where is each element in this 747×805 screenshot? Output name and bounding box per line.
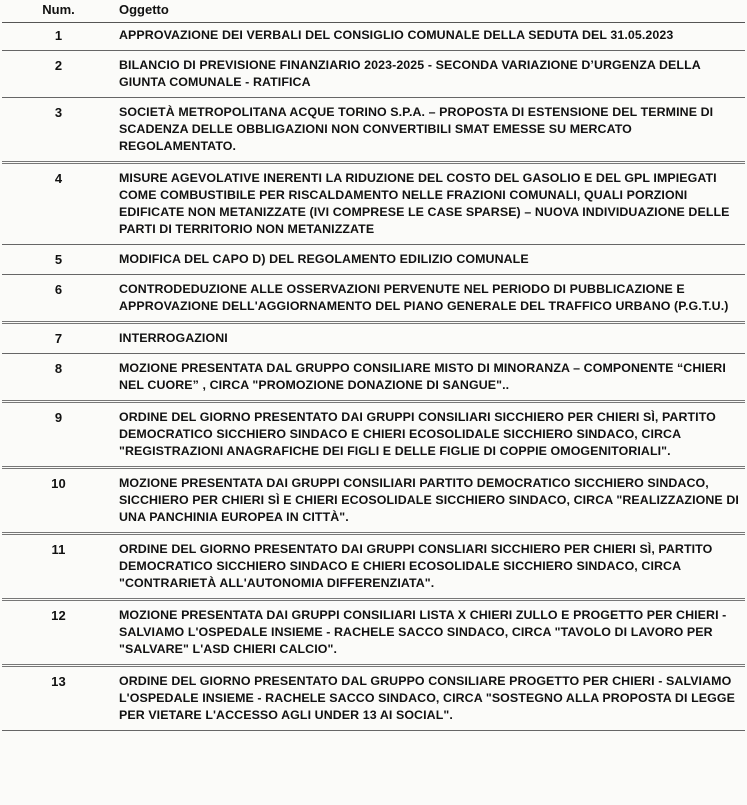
table-header-row xyxy=(2,0,745,23)
table-row xyxy=(2,468,745,534)
row-text: BILANCIO DI PREVISIONE FINANZIARIO 2023-2025 - SECONDA VARIAZIONE D’URGENZA DELLA GIUNTA COMUNALE - RATIFICA xyxy=(115,51,745,98)
row-text: MISURE AGEVOLATIVE INERENTI LA RIDUZIONE DEL COSTO DEL GASOLIO E DEL GPL IMPIEGATI COME COMBUSTIBILE PER RISCALDAMENTO NELLE FRAZIONI COMUNALI, QUALI PORZIONI EDIFICATE NON METANIZZATE (IVI COMPRESE LE CASE SPARSE) – NUOVA INDIVIDUAZIONE DELLE PARTI DI TERRITORIO NON METANIZZATE xyxy=(115,163,745,245)
row-text: MOZIONE PRESENTATA DAL GRUPPO CONSILIARE MISTO DI MINORANZA – COMPONENTE “CHIERI NEL CUORE” , CIRCA "PROMOZIONE DONAZIONE DI SANGUE".. xyxy=(115,354,745,402)
row-num: 10 xyxy=(2,468,115,534)
table-row xyxy=(2,98,745,163)
table-row xyxy=(2,163,745,245)
header-oggetto: Oggetto xyxy=(115,0,745,23)
agenda-table xyxy=(2,0,745,731)
row-num: 13 xyxy=(2,666,115,731)
table-row xyxy=(2,51,745,98)
row-text: APPROVAZIONE DEI VERBALI DEL CONSIGLIO COMUNALE DELLA SEDUTA DEL 31.05.2023 xyxy=(115,23,745,51)
row-text: MODIFICA DEL CAPO D) DEL REGOLAMENTO EDILIZIO COMUNALE xyxy=(115,245,745,275)
row-text: ORDINE DEL GIORNO PRESENTATO DAL GRUPPO CONSILIARE PROGETTO PER CHIERI - SALVIAMO L'OSPEDALE INSIEME - RACHELE SACCO SINDACO, CIRCA "SOSTEGNO ALLA PROPOSTA DI LEGGE PER VIETARE L'ACCESSO AGLI UNDER 13 AI SOCIAL". xyxy=(115,666,745,731)
table-row xyxy=(2,275,745,323)
row-num: 9 xyxy=(2,402,115,468)
row-text: MOZIONE PRESENTATA DAI GRUPPI CONSILIARI PARTITO DEMOCRATICO SICCHIERO SINDACO, SICCHIERO PER CHIERI SÌ E CHIERI ECOSOLIDALE SICCHIERO SINDACO, CIRCA "REALIZZAZIONE DI UNA PANCHINIA EUROPEA IN CITTÀ". xyxy=(115,468,745,534)
row-text: ORDINE DEL GIORNO PRESENTATO DAI GRUPPI CONSLIARI SICCHIERO PER CHIERI SÌ, PARTITO DEMOCRATICO SICCHIERO SINDACO E CHIERI ECOSOLIDALE SICCHIERO SINDACO, CIRCA "CONTRARIETÀ ALL'AUTONOMIA DIFFERENZIATA". xyxy=(115,534,745,600)
row-num: 12 xyxy=(2,600,115,666)
row-num: 7 xyxy=(2,323,115,354)
row-text: INTERROGAZIONI xyxy=(115,323,745,354)
row-text: SOCIETÀ METROPOLITANA ACQUE TORINO S.P.A. – PROPOSTA DI ESTENSIONE DEL TERMINE DI SCADENZA DELLE OBBLIGAZIONI NON CONVERTIBILI SMAT EMESSE SU MERCATO REGOLAMENTATO. xyxy=(115,98,745,163)
row-num: 6 xyxy=(2,275,115,323)
row-text: ORDINE DEL GIORNO PRESENTATO DAI GRUPPI CONSILIARI SICCHIERO PER CHIERI SÌ, PARTITO DEMOCRATICO SICCHIERO SINDACO E CHIERI ECOSOLIDALE SICCHIERO SINDACO, CIRCA "REGISTRAZIONI ANAGRAFICHE DEI FIGLI E DELLE FIGLIE DI COPPIE OMOGENITORIALI". xyxy=(115,402,745,468)
table-row xyxy=(2,534,745,600)
header-num: Num. xyxy=(2,0,115,23)
row-num: 8 xyxy=(2,354,115,402)
table-row xyxy=(2,600,745,666)
row-text: MOZIONE PRESENTATA DAI GRUPPI CONSILIARI LISTA X CHIERI ZULLO E PROGETTO PER CHIERI - SALVIAMO L'OSPEDALE INSIEME - RACHELE SACCO SINDACO, CIRCA "TAVOLO DI LAVORO PER "SALVARE" L'ASD CHIERI CALCIO". xyxy=(115,600,745,666)
row-num: 1 xyxy=(2,23,115,51)
row-num: 5 xyxy=(2,245,115,275)
agenda-document xyxy=(2,0,745,731)
row-num: 3 xyxy=(2,98,115,163)
row-text: CONTRODEDUZIONE ALLE OSSERVAZIONI PERVENUTE NEL PERIODO DI PUBBLICAZIONE E APPROVAZIONE DELL'AGGIORNAMENTO DEL PIANO GENERALE DEL TRAFFICO URBANO (P.G.T.U.) xyxy=(115,275,745,323)
table-row xyxy=(2,323,745,354)
row-num: 4 xyxy=(2,163,115,245)
row-num: 11 xyxy=(2,534,115,600)
table-row xyxy=(2,245,745,275)
row-num: 2 xyxy=(2,51,115,98)
table-row xyxy=(2,402,745,468)
table-row xyxy=(2,354,745,402)
table-row xyxy=(2,666,745,731)
table-row xyxy=(2,23,745,51)
